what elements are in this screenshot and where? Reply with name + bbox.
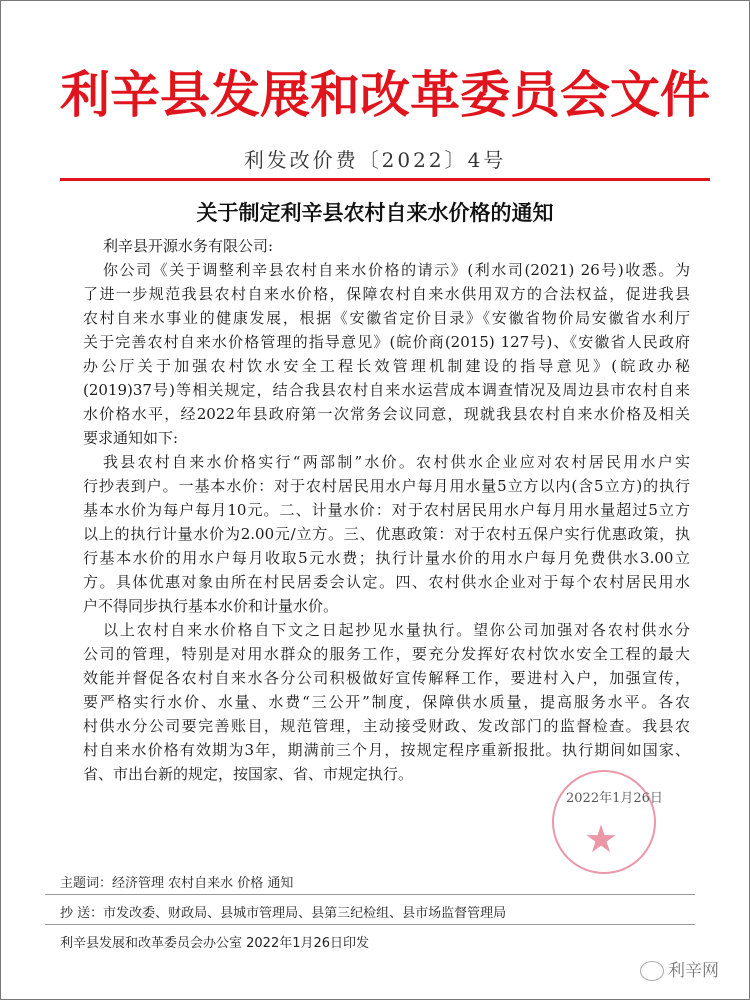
paragraph-line: 我县农村自来水价格实行“两部制”水价。农村供水企业应对农村居民用水户实 [103, 453, 690, 471]
paragraph-line: 了进一步规范我县农村自来水价格，保障农村自来水供用双方的合法权益，促进我县 [83, 285, 690, 303]
star-icon: ★ [584, 817, 619, 861]
divider [45, 894, 695, 895]
paragraph-line: 要求通知如下: [83, 429, 179, 447]
paragraph-line: 村供水分公司要完善账目，规范管理，主动接受财政、发改部门的监督检查。我县农 [83, 717, 690, 735]
watermark [640, 956, 719, 981]
paragraph-line: 村自来水价格有效期为3年，期满前三个月，按规定程序重新报批。执行期间如国家、 [83, 741, 690, 759]
paragraph-line: 以上的执行计量水价为2.00元/立方。三、优惠政策：对于农村五保户实行优惠政策，执 [83, 525, 690, 543]
paragraph-line: 效能并督促各农村自来水各分公司积极做好宣传解释工作，要进村入户，加强宣传， [83, 669, 690, 687]
divider [45, 924, 695, 925]
paragraph-line: 户不得同步执行基本水价和计量水价。 [83, 597, 339, 615]
issuer-title: 利辛县发展和改革委员会文件 [60, 65, 710, 124]
paragraph-line: 方。具体优惠对象由所在村民居委会认定。四、农村供水企业对于每个农村居民用水 [83, 573, 690, 591]
paragraph-line: 关于完善农村自来水价格管理的指导意见》(皖价商(2015) 127号)、《安徽省人民政府 [83, 333, 690, 351]
paragraph-line: 行基本水价的用水户每月收取5元水费；执行计量水价的用水户每月免费供水3.00立 [83, 549, 690, 567]
paragraph-line: 行抄表到户。一基本水价：对于农村居民用水户每月用水量5立方以内(含5立方)的执行 [83, 477, 690, 495]
document-number: 利发改价费〔2022〕4号 [243, 148, 507, 172]
paragraph-line: 基本水价为每户每月10元。二、计量水价：对于农村居民用水户每月用水量超过5立方 [83, 501, 690, 519]
wechat-icon [640, 961, 664, 981]
notice-title: 关于制定利辛县农村自来水价格的通知 [196, 201, 554, 225]
printed-by: 利辛县发展和改革委员会办公室 2022年1月26日印发 [60, 936, 370, 951]
issue-date: 2022年1月26日 [566, 791, 663, 806]
paragraph-line: 要严格实行水价、水量、水费“三公开”制度，保障供水质量，提高服务水平。各农 [83, 693, 690, 711]
paragraph-line: 你公司《关于调整利辛县农村自来水价格的请示》(利水司(2021) 26号)收悉。为 [103, 261, 690, 279]
keywords: 主题词：经济管理 农村自来水 价格 通知 [60, 876, 294, 891]
paragraph-line: 水价格水平，经2022年县政府第一次常务会议同意，现就我县农村自来水价格及相关 [83, 405, 690, 423]
official-seal [552, 770, 656, 874]
paragraph-line: 办公厅关于加强农村饮水安全工程长效管理机制建设的指导意见》(皖政办秘 [83, 357, 690, 375]
paragraph-line: 农村自来水事业的健康发展，根据《安徽省定价目录》《安徽省物价局安徽省水利厅 [83, 309, 690, 327]
watermark-text: 利辛网 [668, 961, 719, 981]
addressee: 利辛县开源水务有限公司: [103, 237, 274, 255]
paragraph-line: 以上农村自来水价格自下文之日起抄见水量执行。望你公司加强对各农村供水分 [103, 621, 690, 639]
paragraph-line: 公司的管理，特别是对用水群众的服务工作，要充分发挥好农村饮水安全工程的最大 [83, 645, 690, 663]
red-divider [60, 178, 710, 181]
paragraph-line: (2019)37号)等相关规定，结合我县农村自来水运营成本调查情况及周边县市农村自来 [83, 381, 690, 399]
cc-list: 抄 送：市发改委、财政局、县城市管理局、县第三纪检组、县市场监督管理局 [60, 906, 507, 921]
notice-body [83, 258, 690, 786]
paragraph-line: 省、市出台新的规定，按国家、省、市规定执行。 [83, 765, 414, 783]
